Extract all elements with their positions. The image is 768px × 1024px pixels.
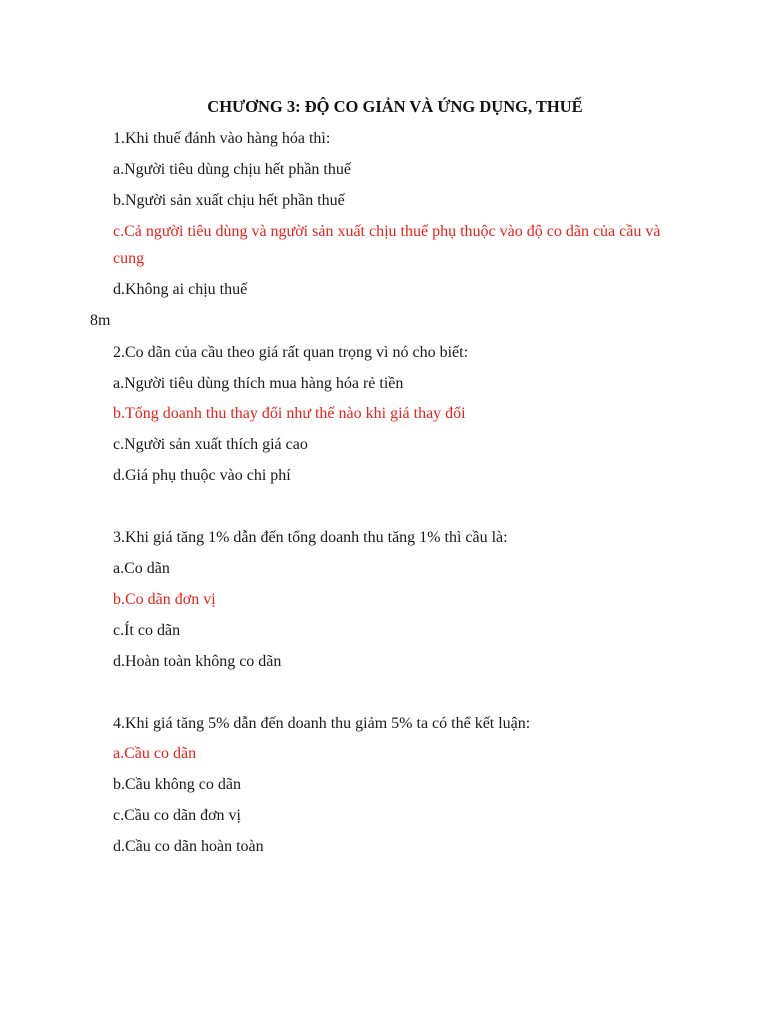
- q1-option-b: b.Người sản xuất chịu hết phần thuế: [113, 192, 345, 209]
- q3-option-d: d.Hoàn toàn không co dãn: [113, 653, 282, 670]
- q4-option-a-answer: a.Cầu co dãn: [113, 745, 197, 762]
- margin-note: 8m: [90, 312, 111, 329]
- q3-option-b-answer: b.Co dãn đơn vị: [113, 591, 216, 608]
- q2-option-b-answer: b.Tổng doanh thu thay đổi như thế nào khi giá thay đổi: [113, 405, 466, 422]
- q4-option-c: c.Cầu co dãn đơn vị: [113, 807, 241, 824]
- question-3: 3.Khi giá tăng 1% dẫn đến tổng doanh thu tăng 1% thì cầu là:: [113, 529, 508, 546]
- q2-option-c: c.Người sản xuất thích giá cao: [113, 436, 308, 453]
- question-1: 1.Khi thuế đánh vào hàng hóa thì:: [113, 130, 331, 147]
- q2-option-a: a.Người tiêu dùng thích mua hàng hóa rẻ tiền: [113, 375, 404, 392]
- q4-option-d: d.Cầu co dãn hoàn toàn: [113, 838, 264, 855]
- q3-option-a: a.Co dãn: [113, 560, 170, 577]
- question-2: 2.Co dãn của cầu theo giá rất quan trọng vì nó cho biết:: [113, 344, 469, 361]
- q1-option-d: d.Không ai chịu thuế: [113, 281, 248, 298]
- question-4: 4.Khi giá tăng 5% dẫn đến doanh thu giảm 5% ta có thể kết luận:: [113, 715, 531, 732]
- q1-option-a: a.Người tiêu dùng chịu hết phần thuế: [113, 161, 351, 178]
- q1-option-c-answer: c.Cả người tiêu dùng và người sản xuất chịu thuế phụ thuộc vào độ co dãn của cầu và cung: [113, 223, 661, 267]
- chapter-title: CHƯƠNG 3: ĐỘ CO GIẢN VÀ ỨNG DỤNG, THUẾ: [207, 97, 583, 116]
- q4-option-b: b.Cầu không co dãn: [113, 776, 241, 793]
- q3-option-c: c.Ít co dãn: [113, 622, 181, 639]
- q2-option-d: d.Giá phụ thuộc vào chi phí: [113, 467, 291, 484]
